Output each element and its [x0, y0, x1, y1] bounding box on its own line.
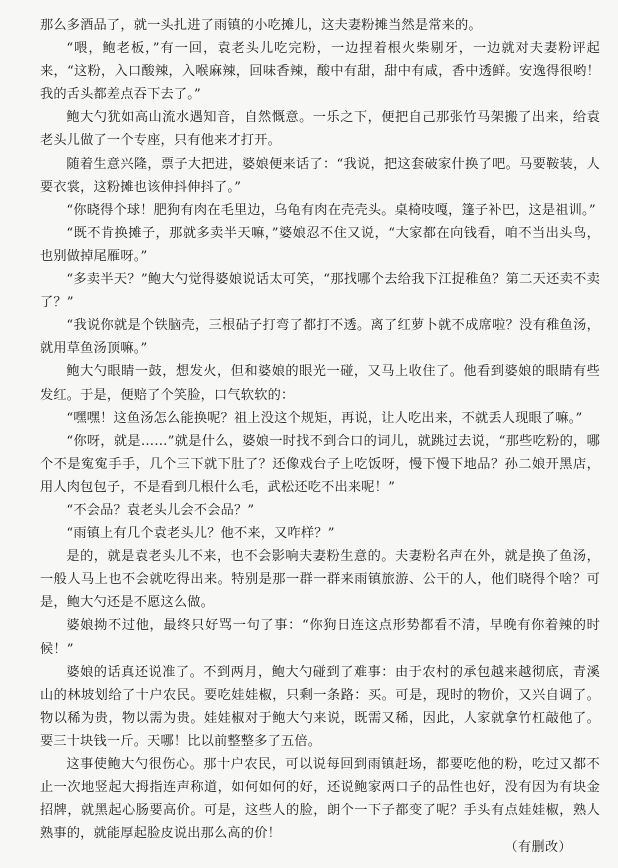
source-note: （有删改） — [504, 840, 572, 855]
paragraph: 婆娘的话真还说准了。不到两月，鲍大勺碰到了难事：由于农村的承包越来越彻底，青溪山的林坡划给了十户农民。要吃娃娃椒，只剩一条路：买。可是，现时的物价，又兴自调了。物以稀为贵，物以需为贵。娃娃椒对于鲍大勺来说，既需又稀，因此，人家就拿竹杠敲他了。要三十块钱一斤。天哪！比以前整整多了五倍。 — [40, 664, 600, 749]
paragraph: 随着生意兴隆，票子大把进，婆娘便来话了：“我说，把这套破家什换了吧。马要鞍装，人要衣裳，这粉摊也该伸抖伸抖了。” — [40, 156, 600, 195]
paragraph: “不会品？袁老头儿会不会品？” — [66, 502, 255, 518]
paragraph: “既不肯换摊子，那就多卖半天嘛，”婆娘忍不住又说，“大家都在向钱看，咱不当出头鸟，也别做掉尾雁呀。” — [40, 225, 600, 264]
paragraph: 鲍大勺犹如高山流水遇知音，自然慨意。一乐之下，便把自己那张竹马架搬了出来，给袁老头儿做了一个专座，只有他来才打开。 — [40, 110, 600, 149]
paragraph: “雨镇上有几个袁老头儿？他不来，又咋样？” — [66, 526, 335, 542]
paragraph: 鲍大勺眼睛一鼓，想发火，但和婆娘的眼光一碰，又马上收住了。他看到婆娘的眼睛有些发红。于是，便赔了个笑脸，口气软软的： — [40, 364, 600, 403]
paragraph: “你呀，就是……”就是什么，婆娘一时找不到合口的词儿，就跳过去说，“那些吃粉的，哪个不是寃寃手手，几个三下就下肚了？还像戏台子上吃饭呀，慢下慢下地品？孙二娘开黑店，用人肉包包子，不是看到几根什么毛，武松还吃不出来呢！” — [40, 433, 600, 495]
paragraph: 这事使鲍大勺很伤心。那十户农民，可以说每回到雨镇赶场，都要吃他的粉，吃过又都不止一次地竖起大拇指连声称道，如何如何的好，还说鲍家两口子的品性也好，没有因为有块金招牌，就黑起心肠要高价。可是，这些人的脸，朗个一下子都变了呢？手头有点娃娃椒，熟人熟事的，就能厚起脸皮说出那么高的价！ — [40, 757, 600, 842]
paragraph: 是的，就是袁老头儿不来，也不会影响夫妻粉生意的。夫妻粉名声在外，就是换了鱼汤，一般人马上也不会就吃得出来。特别是那一群一群来雨镇旅游、公干的人，他们晓得个啥？可是，鲍大勺还是不愿这么做。 — [40, 549, 600, 611]
paragraph: “你晓得个球！肥狗有肉在毛里边，乌龟有肉在壳壳头。桌椅吱嘎，篷子补巴，这是祖训。” — [66, 202, 596, 218]
paragraph: “喂，鲍老板，”有一回，袁老头儿吃完粉，一边捏着根火柴剔牙，一边就对夫妻粉评起来，“这粉，入口酸辣，入喉麻辣，回味香辣，酸中有甜，甜中有咸，香中透鲜。安逸得很哟！我的舌头都差点吞下去了。” — [40, 41, 600, 103]
article-body — [40, 14, 600, 845]
paragraph: “我说你就是个铁脑壳，三根砧子打弯了都打不透。离了红萝卜就不成席啦？没有稚鱼汤，就用草鱼汤顶嘛。” — [40, 318, 600, 357]
paragraph: “嘿嘿！这鱼汤怎么能换呢？祖上没这个规矩，再说，让人吃出来，不就丢人现眼了嘛。” — [66, 410, 583, 426]
paragraph: 婆娘拗不过他，最终只好骂一句了事：“你狗日连这点形势都看不清，早晚有你着辣的时候！” — [40, 618, 600, 657]
paragraph: 那么多酒品了，就一头扎进了雨镇的小吃摊儿，这夫妻粉摊当然是常来的。 — [40, 18, 482, 33]
paragraph: “多卖半天？”鲍大勺觉得婆娘说话太可笑，“那找哪个去给我下江捉稚鱼？第二天还卖不卖了？” — [40, 272, 600, 311]
